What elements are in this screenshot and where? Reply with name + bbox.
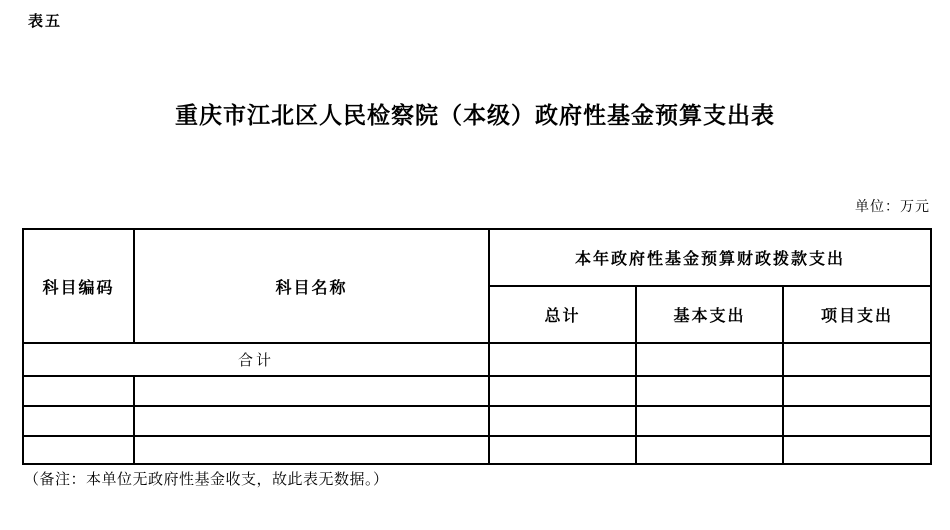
- footnote: （备注：本单位无政府性基金收支，故此表无数据。）: [24, 471, 389, 488]
- table-row: [23, 436, 931, 464]
- budget-table: [22, 228, 932, 465]
- total-cell: [489, 436, 636, 464]
- total-cell: [489, 376, 636, 406]
- table-row-summary: [23, 343, 931, 376]
- name-cell: [134, 436, 489, 464]
- header-row-1: [23, 229, 931, 286]
- page-title: 重庆市江北区人民检察院（本级）政府性基金预算支出表: [175, 102, 775, 128]
- table-row: [23, 376, 931, 406]
- table-number-label: 表五: [28, 14, 63, 30]
- header-group-fund-expenditure: 本年政府性基金预算财政拨款支出: [489, 229, 931, 286]
- code-cell: [23, 376, 134, 406]
- code-cell: [23, 436, 134, 464]
- header-total: 总计: [489, 286, 636, 343]
- project-cell: [783, 376, 931, 406]
- project-cell: [783, 406, 931, 436]
- basic-cell: [636, 436, 783, 464]
- header-subject-code: 科目编码: [23, 229, 134, 343]
- summary-label-cell: 合计: [23, 343, 489, 376]
- header-subject-name: 科目名称: [134, 229, 489, 343]
- project-cell: [783, 436, 931, 464]
- table-row: [23, 406, 931, 436]
- basic-cell: [636, 376, 783, 406]
- summary-project-cell: [783, 343, 931, 376]
- unit-note: 单位：万元: [855, 200, 930, 215]
- code-cell: [23, 406, 134, 436]
- total-cell: [489, 406, 636, 436]
- summary-total-cell: [489, 343, 636, 376]
- summary-basic-cell: [636, 343, 783, 376]
- name-cell: [134, 376, 489, 406]
- name-cell: [134, 406, 489, 436]
- header-basic-expenditure: 基本支出: [636, 286, 783, 343]
- basic-cell: [636, 406, 783, 436]
- header-project-expenditure: 项目支出: [783, 286, 931, 343]
